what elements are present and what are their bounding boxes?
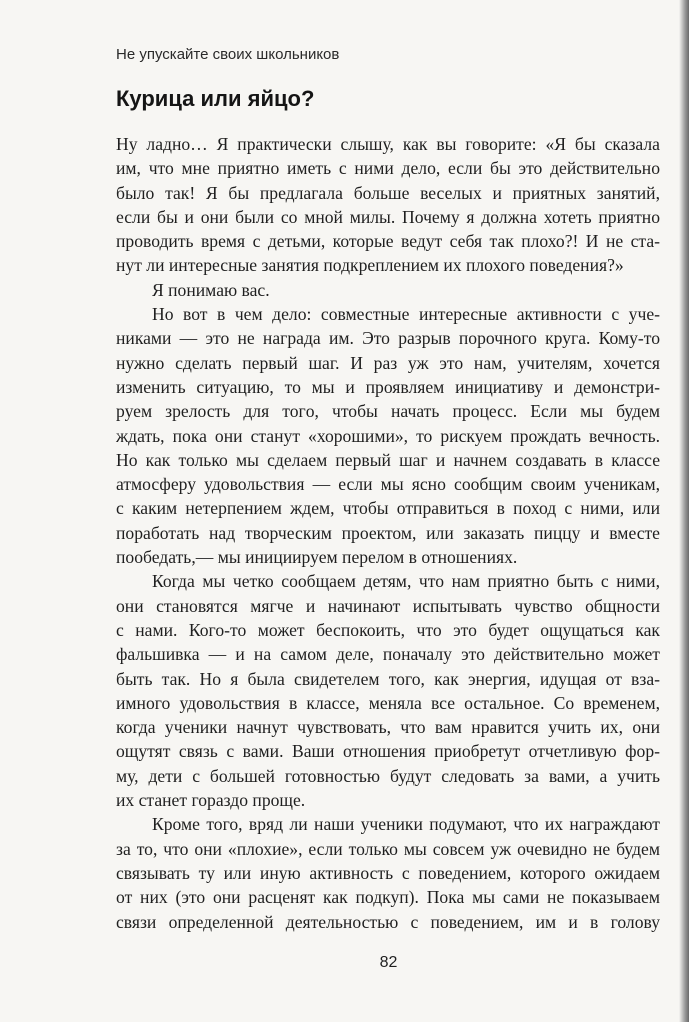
text-line: проводить время с детьми, которые ведут себя так плохо?! И не ста-: [116, 231, 660, 252]
text-line: с нами. Кого-то может беспокоить, что это будет ощущаться как: [116, 619, 660, 640]
text-line: изменить ситуацию, то мы и проявляем инициативу и демонстри-: [116, 376, 660, 397]
text-line: связывать ту или иную активность с поведением, которого ожидаем: [116, 862, 660, 883]
text-line: му, дети с большей готовностью будут следовать за вами, а учить: [116, 765, 660, 786]
text-line: быть так. Но я была свидетелем того, как энергия, идущая от вза-: [116, 668, 660, 689]
body-text: [116, 132, 660, 934]
text-line: пообедать,— мы инициируем перелом в отношениях.: [116, 547, 518, 568]
text-line: Но как только мы сделаем первый шаг и начнем создавать в классе: [116, 449, 660, 470]
text-line: ждать, пока они станут «хорошими», то рискуем прождать вечность.: [116, 425, 660, 446]
text-line: Ну ладно… Я практически слышу, как вы говорите: «Я бы сказала: [116, 134, 660, 154]
text-line: фальшивка — и на самом деле, поначалу это действительно может: [116, 644, 660, 665]
section-title: Курица или яйцо?: [116, 86, 315, 111]
text-line: Но вот в чем дело: совместные интересные активности с уче-: [152, 304, 660, 325]
text-line: Кроме того, вряд ли наши ученики подумают, что их награждают: [152, 814, 660, 835]
text-line: Когда мы четко сообщаем детям, что нам приятно быть с ними,: [152, 571, 660, 592]
text-line: они становятся мягче и начинают испытывать чувство общности: [116, 595, 660, 616]
text-line: ощутят связь с вами. Ваши отношения приобретут отчетливую фор-: [116, 741, 660, 762]
text-line: когда ученики начнут чувствовать, что вам нравится учить их, они: [116, 717, 660, 738]
text-line: Я понимаю вас.: [152, 279, 270, 300]
text-line: с каким нетерпением ждем, чтобы отправиться в поход с ними, или: [116, 498, 660, 519]
text-line: имного удовольствия в классе, меняла все остальное. Со временем,: [116, 692, 660, 713]
text-line: руем зрелость для тогo, чтобы начать процесс. Если мы будем: [116, 401, 660, 422]
text-line: нужно сделать первый шаг. И раз уж это нам, учителям, хочется: [116, 352, 660, 373]
text-line: за то, что они «плохие», если только мы совсем уж очевидно не будем: [116, 838, 660, 859]
text-line: им, что мне приятно иметь с ними дело, если бы это действительно: [116, 158, 660, 179]
text-line: нут ли интересные занятия подкреплением их плохого поведения?»: [116, 255, 624, 276]
text-line: никами — это не награда им. Это разрыв порочного круга. Кому-то: [116, 328, 660, 349]
running-head: Не упускайте своих школьников: [116, 46, 340, 63]
text-line: поработать над творческим проектом, или заказать пиццу и вместе: [116, 522, 660, 543]
text-line: их станет гораздо проще.: [116, 790, 306, 811]
text-line: было так! Я бы предлагала больше веселых и приятных занятий,: [116, 182, 660, 203]
page-number: 82: [379, 954, 398, 971]
text-line: атмосферу удовольствия — если мы ясно сообщим своим ученикам,: [116, 474, 660, 495]
page-spine-shadow: [679, 0, 689, 1022]
text-line: если бы и они были со мной милы. Почему я должна хотеть приятно: [116, 206, 660, 227]
text-line: связи определенной деятельностью с поведением, им и в голову: [116, 911, 660, 932]
text-line: от них (это они расценят как подкуп). Пока мы сами не показываем: [116, 887, 660, 908]
